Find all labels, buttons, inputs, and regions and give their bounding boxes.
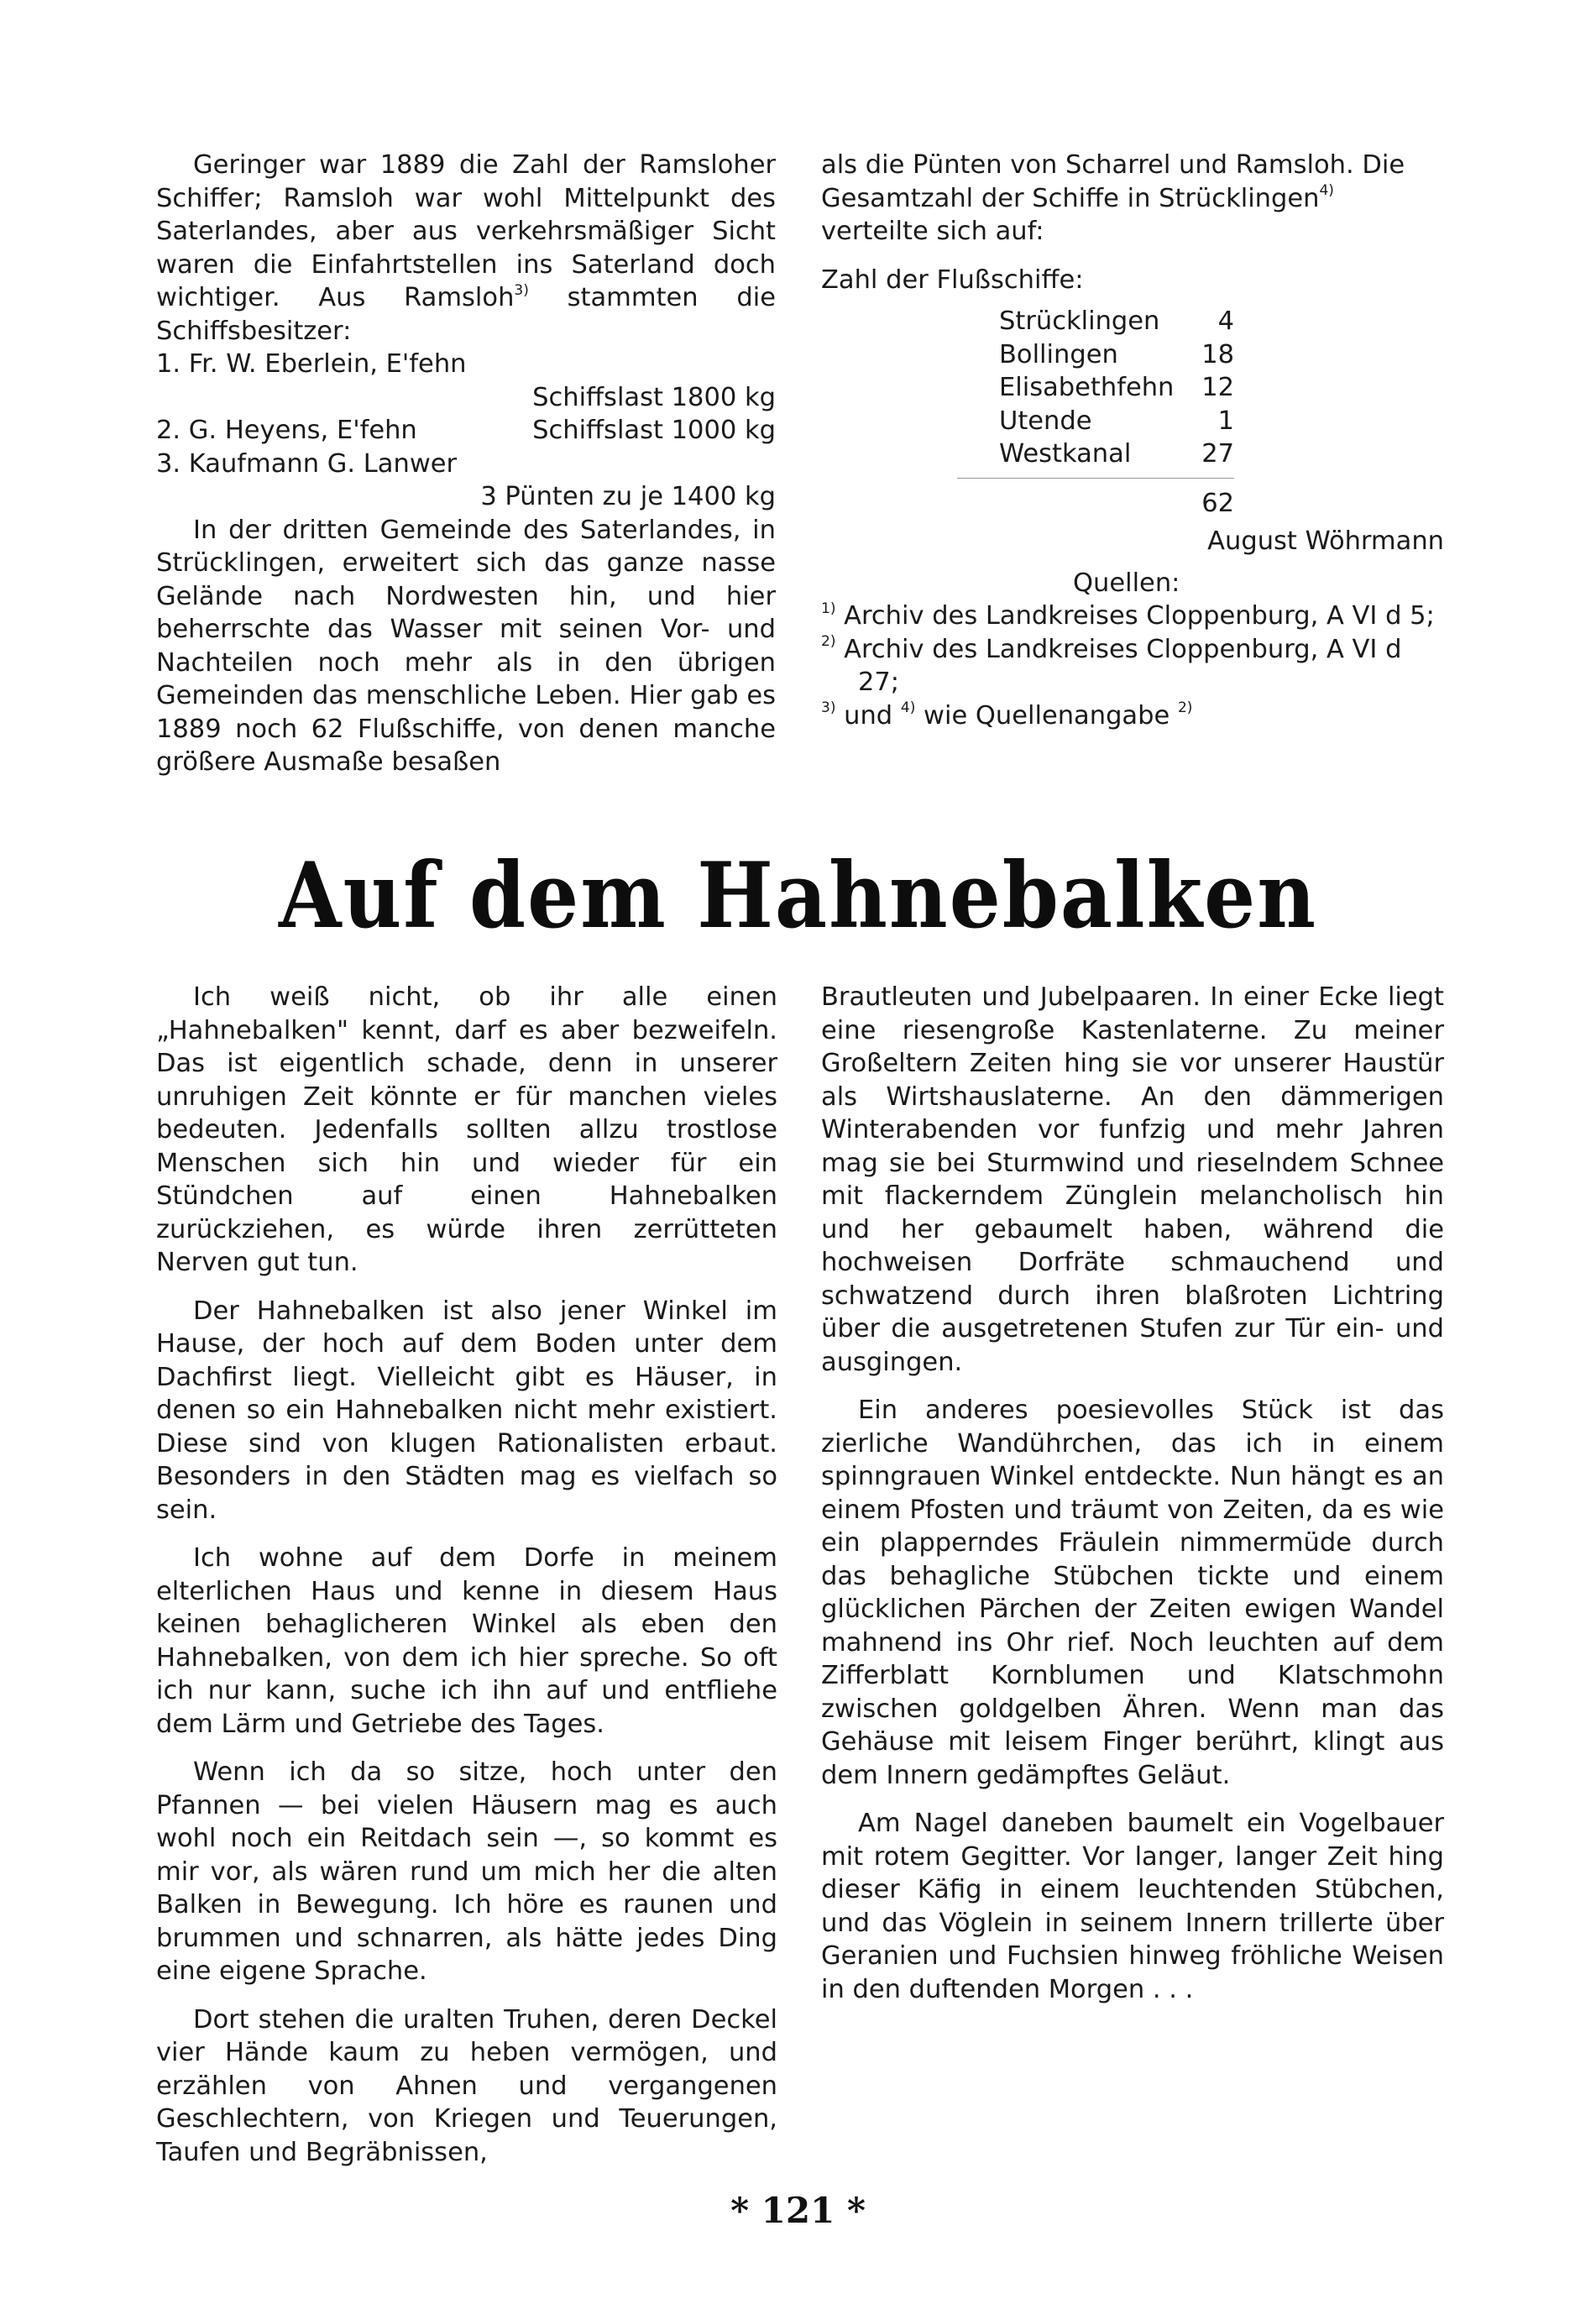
ships-row: [999, 338, 1234, 372]
paragraph-text: stammten die Schiffsbesitzer:: [156, 283, 776, 346]
ships-count: 18: [1201, 339, 1234, 369]
article-title: Auf dem Hahnebalken: [279, 842, 1317, 949]
owner-load: Schiffslast 1800 kg: [532, 382, 776, 412]
footnote-text: Archiv des Landkreises Cloppenburg, A VI d 5;: [835, 601, 1435, 631]
ships-place: Elisabethfehn: [999, 373, 1175, 402]
footnote-marker: 1): [821, 600, 836, 617]
footnote: [821, 699, 1444, 733]
ships-table: [999, 305, 1234, 471]
footnote-marker: 2): [821, 633, 836, 651]
ships-row: [999, 371, 1234, 405]
ships-row: [999, 405, 1234, 438]
ships-heading: Zahl der Flußschiffe:: [821, 264, 1084, 295]
paragraph-text: verteilte sich auf:: [821, 217, 1044, 246]
footnote-marker: 2): [1177, 699, 1193, 717]
article-left-column: [156, 981, 777, 2169]
owner-name: 3. Kaufmann G. Lanwer: [156, 448, 458, 479]
ships-count: 4: [1217, 306, 1234, 336]
author-signature: August Wöhrmann: [1207, 526, 1444, 556]
owner-name: 1. Fr. W. Eberlein, E'fehn: [156, 349, 467, 379]
ships-place: Utende: [999, 406, 1092, 436]
paragraph: [156, 149, 776, 348]
footnote-marker: 4): [1319, 182, 1334, 200]
footnote-text: und: [835, 700, 901, 731]
owner-load: 3 Pünten zu je 1400 kg: [480, 482, 776, 511]
ships-count: 27: [1201, 439, 1234, 469]
owner-name: 2. G. Heyens, E'fehn: [156, 416, 417, 445]
top-right-column: [821, 149, 1444, 732]
paragraph: Am Nagel daneben baumelt ein Vogelbauer mit rotem Gegitter. Vor langer, langer Zeit hing dieser Käfig in einem leuchtenden Stübchen, und das Vöglein in seinem Innern trillerte über Geranien und Fuchsien hinweg fröhliche Weisen in den duftenden Morgen . . .: [821, 1809, 1444, 2004]
paragraph: Ich weiß nicht, ob ihr alle einen „Hahnebalken" kennt, darf es aber bezweifeln. Das ist eigentlich schade, denn in unserer unruhigen Zeit könnte er für manchen vieles bedeuten. Jedenfalls sollten allzu trostlose Menschen sich hin und wieder für ein Stündchen auf einen Hahnebalken zurückziehen, es würde ihren zerrütteten Nerven gut tun.: [156, 982, 777, 1277]
owner-entry: [156, 414, 776, 448]
paragraph: Ein anderes poesievolles Stück ist das zierliche Wandührchen, das ich in einem spinngrauen Winkel entdeckte. Nun hängt es an einem Pfosten und träumt von Zeiten, da es wie ein plapperndes Fräulein nimmermüde durch das behagliche Stübchen tickte und einem glücklichen Pärchen der Zeiten ewigen Wandel mahnend ins Ohr rief. Noch leuchten auf dem Zifferblatt Kornblumen und Klatschmohn zwischen goldgelben Ähren. Wenn man das Gehäuse mit leisem Finger berührt, klingt aus dem Innern gedämpftes Geläut.: [821, 1396, 1444, 1790]
footnote: [821, 633, 1444, 699]
ships-count: 12: [1201, 373, 1234, 402]
ships-place: Bollingen: [999, 339, 1118, 369]
owner-entry: [156, 448, 776, 481]
article-right-column: [821, 981, 1444, 2006]
footnote-marker: 4): [900, 699, 916, 717]
paragraph: [821, 149, 1444, 249]
paragraph: Ich wohne auf dem Dorfe in meinem elterlichen Haus und kenne in diesem Haus keinen behaglicheren Winkel als eben den Hahnebalken, von dem ich hier spreche. So oft ich nur kann, suche ich ihn auf und entfliehe dem Lärm und Getriebe des Tages.: [156, 1543, 777, 1739]
page-number: * 121 *: [730, 2190, 866, 2231]
paragraph-text: als die Pünten von Scharrel und Ramsloh. Die Gesamtzahl der Schiffe in Strücklingen: [821, 150, 1405, 213]
paragraph: In der dritten Gemeinde des Saterlandes, in Strücklingen, erweitert sich das ganze nasse Gelände nach Nordwesten hin, und hier beherrschte das Wasser mit seinen Vor- und Nachteilen noch mehr als in den übrigen Gemeinden das menschliche Leben. Hier gab es 1889 noch 62 Flußschiffe, von denen manche größere Ausmaße besaßen: [156, 515, 776, 777]
ships-row: [999, 305, 1234, 338]
sources-heading: Quellen:: [1073, 568, 1180, 598]
paragraph: Brautleuten und Jubelpaaren. In einer Ecke liegt eine riesengroße Kastenlaterne. Zu meiner Großeltern Zeiten hing sie vor unserer Haustür als Wirtshauslaterne. An den dämmerigen Winterabenden vor funfzig und mehr Jahren mag sie bei Sturmwind und rieselndem Schnee mit flackerndem Zünglein melancholisch hin und her gebaumelt haben, während die hochweisen Dorfräte schmauchend und schwatzend durch ihren blaßroten Lichtring über die ausgetretenen Stufen zur Tür ein- und ausgingen.: [821, 982, 1444, 1377]
owner-load: Schiffslast 1000 kg: [532, 416, 776, 445]
ships-total: 62: [1201, 488, 1234, 518]
ships-place: Strücklingen: [999, 306, 1160, 336]
footnote-marker: 3): [514, 281, 529, 299]
paragraph-text: Geringer war 1889 die Zahl der Ramsloher Schiffer; Ramsloh war wohl Mittelpunkt des Saterlandes, aber aus verkehrsmäßiger Sicht waren die Einfahrtstellen ins Saterland doch wichtiger. Aus Ramsloh: [156, 150, 776, 312]
paragraph: Wenn ich da so sitze, hoch unter den Pfannen — bei vielen Häusern mag es auch wohl noch ein Reitdach sein —, so kommt es mir vor, als wären rund um mich her die alten Balken in Bewegung. Ich höre es raunen und brummen und schnarren, als hätte jedes Ding eine eigene Sprache.: [156, 1757, 777, 1986]
footnote-marker: 3): [821, 699, 836, 717]
top-left-column: [156, 149, 776, 779]
footnote-text: wie Quellenangabe: [915, 700, 1178, 731]
ships-row: [999, 437, 1234, 471]
ships-count: 1: [1217, 406, 1234, 436]
footnote-text: Archiv des Landkreises Cloppenburg, A VI d 27;: [835, 634, 1402, 697]
footnote: [821, 600, 1444, 633]
ships-place: Westkanal: [999, 439, 1132, 469]
paragraph: Dort stehen die uralten Truhen, deren Deckel vier Hände kaum zu heben vermögen, und erzählen von Ahnen und vergangenen Geschlechtern, von Kriegen und Teuerungen, Taufen und Begräbnissen,: [156, 2004, 777, 2167]
paragraph: Der Hahnebalken ist also jener Winkel im Hause, der hoch auf dem Boden unter dem Dachfirst liegt. Vielleicht gibt es Häuser, in denen so ein Hahnebalken nicht mehr existiert. Diese sind von klugen Rationalisten erbaut. Besonders in den Städten mag es vielfach so sein.: [156, 1296, 777, 1525]
owner-entry: [156, 348, 776, 381]
sum-divider: [957, 478, 1234, 487]
